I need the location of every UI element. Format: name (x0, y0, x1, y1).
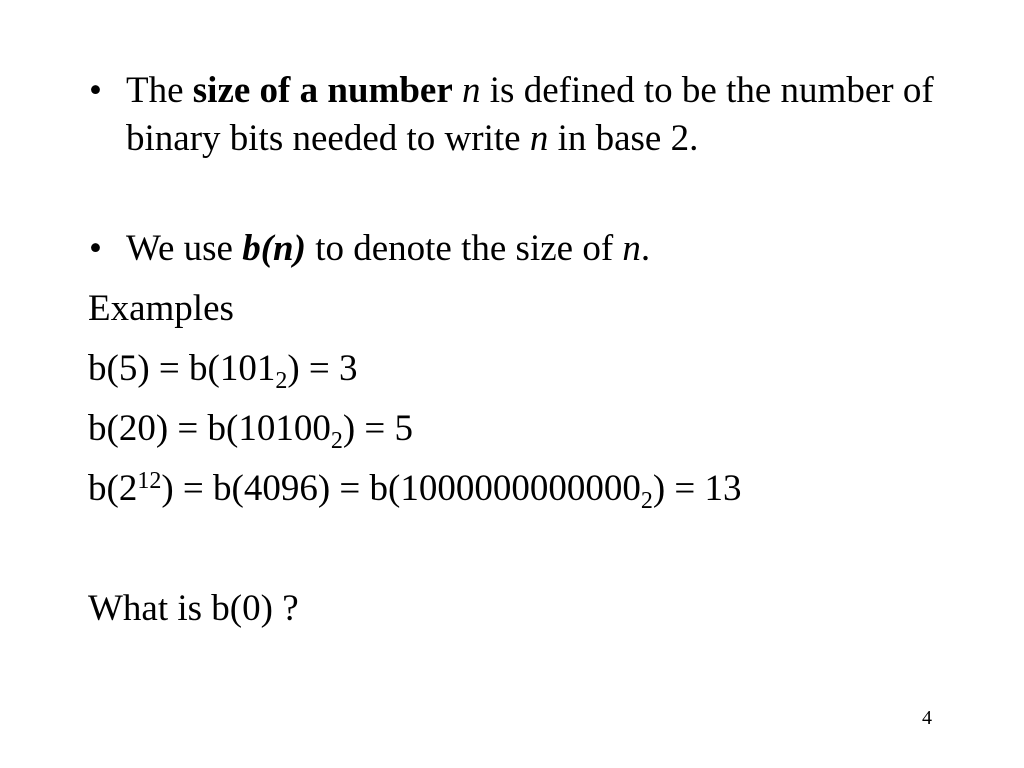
example-text: b(5) = b(101 (88, 348, 276, 389)
base-subscript: 2 (330, 428, 343, 454)
example-text: ) = 3 (287, 348, 358, 389)
bullet-notation (126, 225, 946, 273)
example-3 (88, 465, 742, 513)
text: is defined to be the number of binary bits needed to write (126, 70, 934, 159)
text (453, 70, 462, 111)
bullet-marker-2: • (89, 228, 102, 269)
example-text: ) = 13 (652, 468, 742, 509)
example-text: ) = 5 (342, 408, 414, 449)
base-subscript: 2 (275, 368, 288, 394)
page-number: 4 (922, 707, 932, 729)
var-n: n (529, 118, 549, 159)
example-text: b(20) = b(10100 (88, 408, 331, 449)
example-text: b(2 (88, 468, 138, 509)
var-n: n (462, 70, 481, 111)
text: The (126, 70, 193, 111)
var-n: n (622, 228, 641, 269)
text: in base 2. (548, 118, 699, 159)
term-size-of-number: size of a number (192, 70, 453, 111)
example-1 (88, 345, 358, 393)
text: to denote the size of (305, 228, 623, 269)
term-b-of-n: b(n) (242, 228, 306, 269)
example-2 (88, 405, 413, 453)
bullet-marker-1: • (89, 70, 102, 111)
question: What is b(0) ? (88, 588, 299, 629)
bullet-definition (126, 67, 946, 163)
examples-heading: Examples (88, 288, 234, 329)
text: We use (126, 228, 243, 269)
exponent-superscript: 12 (137, 468, 162, 494)
example-text: ) = b(4096) = b(1000000000000 (161, 468, 641, 509)
base-subscript: 2 (640, 488, 653, 514)
text: . (640, 228, 651, 269)
